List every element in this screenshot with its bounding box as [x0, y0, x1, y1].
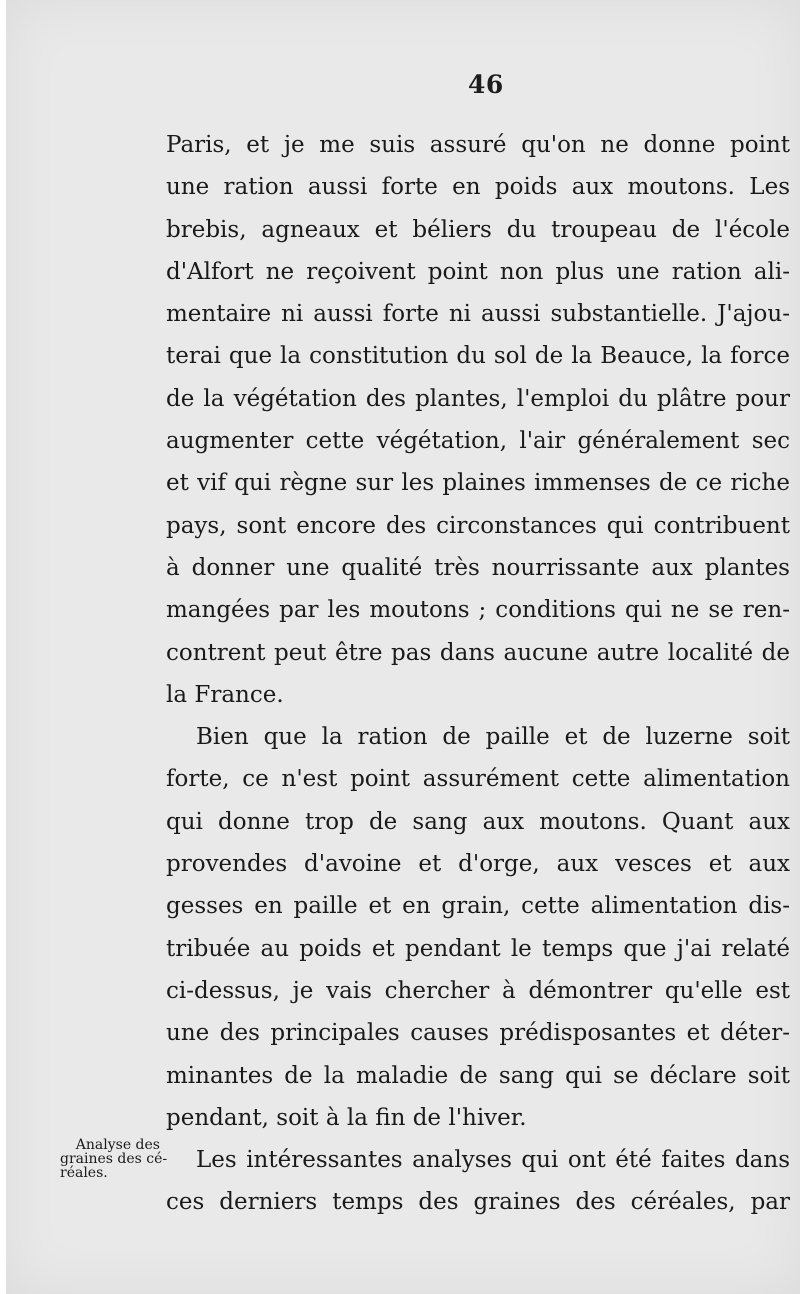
text-line: une des principales causes prédisposantes et déter- — [166, 1020, 790, 1047]
page-number: 46 — [468, 70, 504, 99]
body-text — [166, 124, 790, 1224]
text-line: tribuée au poids et pendant le temps que j'ai relaté — [166, 935, 790, 962]
text-line: et vif qui règne sur les plaines immenses de ce riche — [166, 470, 790, 497]
text-line: Bien que la ration de paille et de luzerne soit — [196, 724, 790, 751]
text-line: brebis, agneaux et béliers du troupeau de l'école — [166, 216, 790, 243]
text-line: gesses en paille et en grain, cette alimentation dis- — [166, 893, 790, 920]
text-line: la France. — [166, 681, 284, 708]
text-line: de la végétation des plantes, l'emploi du plâtre pour — [166, 385, 790, 412]
text-line: une ration aussi forte en poids aux moutons. Les — [166, 174, 790, 201]
text-line: pendant, soit à la fin de l'hiver. — [166, 1104, 527, 1131]
text-line: qui donne trop de sang aux moutons. Quant aux — [166, 808, 790, 835]
text-line: terai que la constitution du sol de la Beauce, la force — [166, 343, 790, 370]
text-line: forte, ce n'est point assurément cette alimentation — [166, 766, 790, 793]
text-line: ci-dessus, je vais chercher à démontrer qu'elle est — [166, 977, 790, 1004]
text-line: contrent peut être pas dans aucune autre localité de — [166, 639, 790, 666]
margin-note-line: graines des cé- — [60, 1151, 168, 1167]
text-line: augmenter cette végétation, l'air généralement sec — [166, 428, 790, 455]
book-page — [6, 0, 800, 1294]
margin-note-line: réales. — [60, 1165, 108, 1181]
text-line: ces derniers temps des graines des céréales, par — [166, 1189, 790, 1216]
text-line: Paris, et je me suis assuré qu'on ne donne point — [166, 132, 790, 158]
text-line: à donner une qualité très nourrissante aux plantes — [166, 554, 790, 581]
text-line: Les intéressantes analyses qui ont été faites dans — [196, 1147, 790, 1174]
text-line: d'Alfort ne reçoivent point non plus une ration ali- — [166, 258, 790, 285]
text-line: mangées par les moutons ; conditions qui ne se ren- — [166, 597, 790, 624]
text-line: provendes d'avoine et d'orge, aux vesces et aux — [166, 851, 790, 878]
margin-note — [60, 1137, 168, 1181]
text-line: pays, sont encore des circonstances qui contribuent — [166, 512, 790, 539]
text-line: minantes de la maladie de sang qui se déclare soit — [166, 1062, 790, 1089]
margin-note-line: Analyse des — [75, 1137, 160, 1153]
text-line: mentaire ni aussi forte ni aussi substantielle. J'ajou- — [166, 301, 790, 328]
